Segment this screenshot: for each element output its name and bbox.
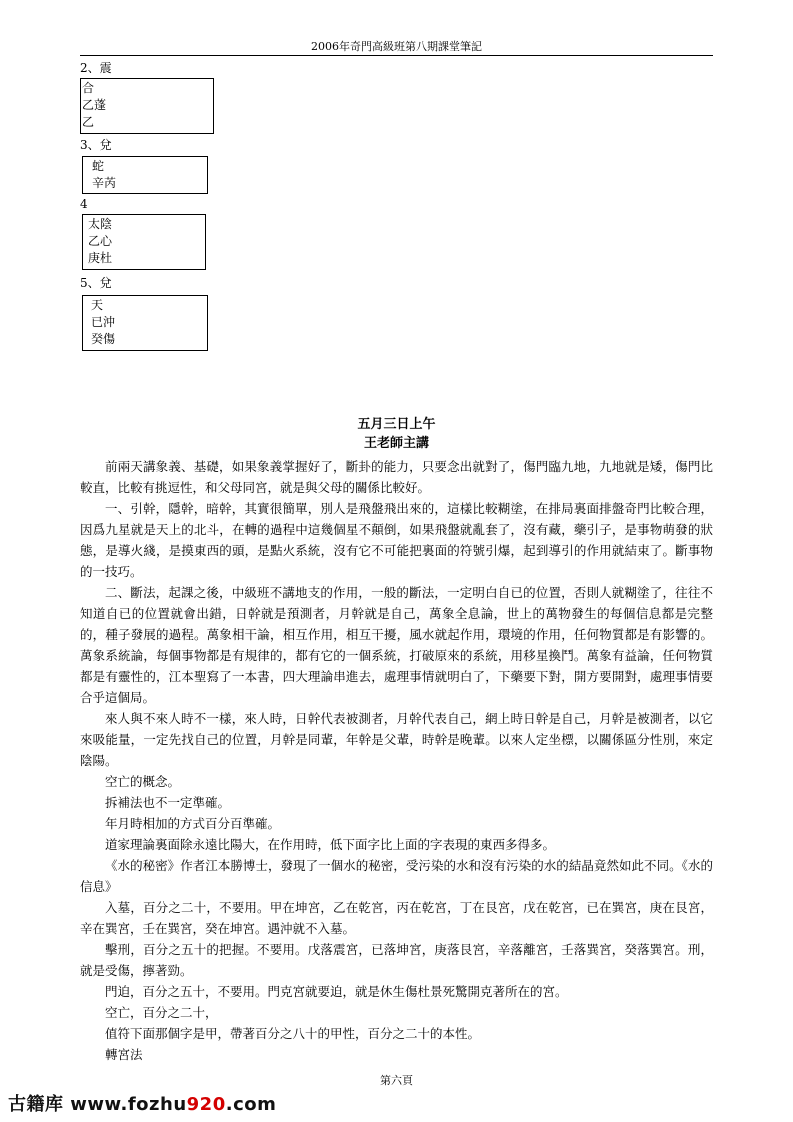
paragraph: 來人與不來人時不一樣，來人時，日幹代表被測者，月幹代表自己，網上時日幹是自己，月幹是被測者，以它來吸能量，一定先找自己的位置，月幹是同輩，年幹是父輩，時幹是晚輩。以來人定坐標，以關係區分性別，來定陰陽。	[80, 711, 713, 768]
paragraph: 轉宮法	[105, 1047, 143, 1062]
paragraph: 一、引幹，隱幹，暗幹，其實很簡單，別人是飛盤飛出來的，這樣比較糊塗，在排局裏面排盤奇門比較合理，因爲九星就是天上的北斗，在轉的過程中這幾個星不顛倒，如果飛盤就亂套了，沒有藏，藥引子，是事物萌發的狀態，是導火綫，是摸東西的頭，是點火系統，沒有它不可能把裏面的符號引爆，起到導引的作用就結束了。斷事物的一技巧。	[80, 501, 713, 579]
paragraph: 《水的秘密》作者江本勝博士，發現了一個水的秘密，受污染的水和沒有污染的水的結晶竟然如此不同。《水的信息》	[80, 858, 713, 894]
chart-line: 乙	[82, 115, 95, 129]
paragraph: 前兩天講象義、基礎，如果象義掌握好了，斷卦的能力，只要念出就對了，傷門臨九地，九地就是矮，傷門比較直，比較有挑逗性，和父母同宮，就是與父母的關係比較好。	[80, 459, 713, 495]
chart-line: 庚杜	[88, 251, 113, 265]
paragraph: 二、斷法，起課之後，中級班不講地支的作用，一般的斷法，一定明白自已的位置，否則人就糊塗了，往往不知道自已的位置就會出錯，日幹就是預測者，月幹就是自己，萬象全息論，世上的萬物發生的每個信息都是完整的，種子發展的過程。萬象相干論，相互作用，相互干擾，風水就起作用，環境的作用，任何物質都是有影響的。萬象系統論，每個事物都是有規律的，都有它的一個系統，打破原來的系統，用移星換鬥。萬象有益論，任何物質都是有靈性的，江本聖寫了一本書，四大理論串進去，處理事情就明白了，下藥要下對，開方要開對，處理事情要合乎這個局。	[80, 585, 713, 705]
chart-label: 5、兌	[80, 276, 112, 290]
body-text	[80, 456, 713, 1065]
paragraph: 拆補法也不一定準確。	[105, 795, 231, 810]
site-watermark	[8, 1090, 276, 1116]
paragraph: 門迫，百分之五十，不要用。門克宮就要迫，就是休生傷杜景死驚開克著所在的宮。	[105, 984, 568, 999]
paragraph: 入墓，百分之二十，不要用。甲在坤宮，乙在乾宮，丙在乾宮，丁在艮宮，戊在乾宮，已在巽宮，庚在艮宮，辛在巽宮，壬在巽宮，癸在坤宮。遇沖就不入墓。	[80, 900, 713, 936]
watermark-text: 古籍库 www.fozhu	[8, 1094, 187, 1115]
paragraph: 道家理論裏面除永遠比陽大，在作用時，低下面字比上面的字表現的東西多得多。	[105, 837, 556, 852]
chart-label: 3、兌	[80, 138, 112, 152]
chart-box	[80, 78, 214, 134]
chart-box	[82, 295, 208, 351]
chart-line: 合	[82, 81, 95, 95]
chart-line: 辛芮	[92, 176, 117, 190]
chart-line: 癸傷	[91, 332, 116, 346]
chart-line: 蛇	[92, 159, 105, 173]
paragraph: 空亡，百分之二十，	[105, 1005, 218, 1020]
chart-box	[82, 156, 208, 194]
page-number: 第六頁	[380, 1074, 413, 1087]
chart-line: 天	[91, 298, 104, 312]
chart-box	[82, 214, 206, 270]
paragraph: 空亡的概念。	[105, 774, 181, 789]
chart-line: 乙蓬	[82, 98, 107, 112]
chart-line: 乙心	[88, 234, 113, 248]
chart-label: 2、震	[80, 61, 112, 75]
header-rule	[80, 55, 713, 56]
page-header-title: 2006年奇門高級班第八期課堂筆記	[311, 40, 482, 53]
chart-line: 太陰	[88, 217, 113, 231]
watermark-number: 920	[186, 1094, 226, 1115]
section-lecturer: 王老師主講	[363, 436, 429, 451]
watermark-suffix: .com	[225, 1094, 277, 1115]
paragraph: 擊刑，百分之五十的把握。不要用。戊落震宮，已落坤宮，庚落艮宮，辛落離宮，壬落巽宮，癸落巽宮。刑，就是受傷，擰著勁。	[80, 942, 713, 978]
chart-label: 4	[80, 197, 88, 211]
chart-line: 已沖	[91, 315, 116, 329]
paragraph: 值符下面那個字是甲，帶著百分之八十的甲性，百分之二十的本性。	[105, 1026, 481, 1041]
section-date: 五月三日上午	[357, 417, 436, 432]
paragraph: 年月時相加的方式百分百準確。	[105, 816, 281, 831]
